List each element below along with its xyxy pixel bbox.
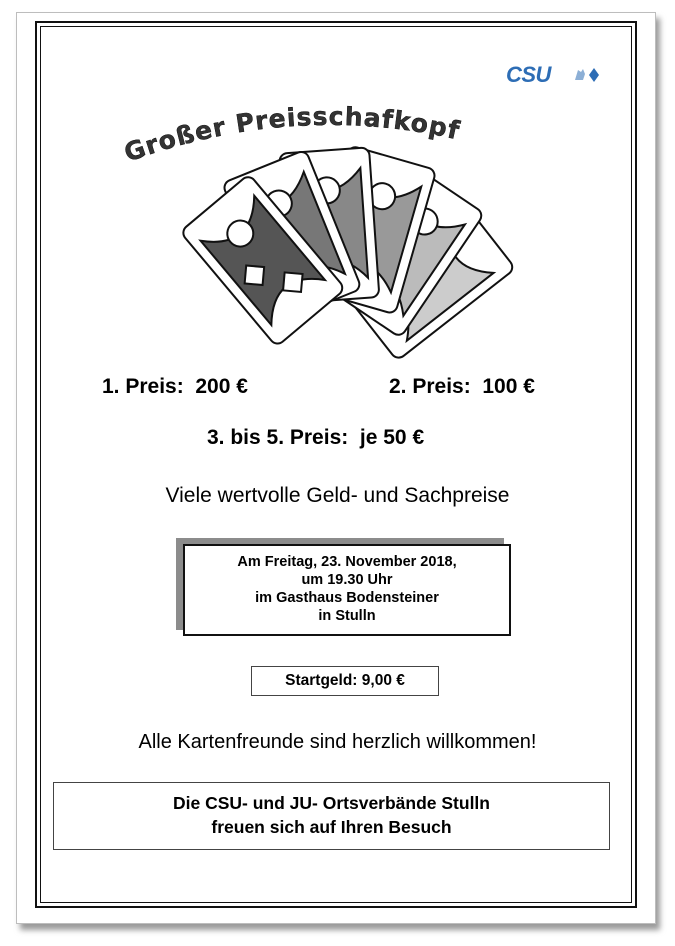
playing-cards-fan — [128, 140, 548, 360]
flyer-title: Großer Preisschafkopf — [120, 101, 463, 168]
event-location: in Stulln — [318, 608, 376, 624]
event-venue: im Gasthaus Bodensteiner — [255, 590, 439, 606]
organizer-line-2: freuen sich auf Ihren Besuch — [211, 817, 452, 837]
event-date: Am Freitag, 23. November 2018, — [237, 554, 457, 570]
event-info-box — [183, 544, 511, 636]
organizer-line-1: Die CSU- und JU- Ortsverbände Stulln — [173, 793, 490, 813]
event-time: um 19.30 Uhr — [301, 572, 393, 588]
entry-fee-box: Startgeld: 9,00 € — [251, 666, 439, 696]
welcome-text: Alle Kartenfreunde sind herzlich willkommen! — [138, 731, 537, 753]
third-to-fifth-prize: 3. bis 5. Preis: je 50 € — [207, 426, 425, 449]
first-prize: 1. Preis: 200 € — [102, 375, 248, 398]
lion-diamond-icon — [573, 66, 603, 84]
organizer-box — [53, 782, 610, 850]
second-prize: 2. Preis: 100 € — [389, 375, 535, 398]
prizes-subtitle: Viele wertvolle Geld- und Sachpreise — [165, 484, 510, 507]
csu-logo-text: CSU — [506, 62, 551, 87]
